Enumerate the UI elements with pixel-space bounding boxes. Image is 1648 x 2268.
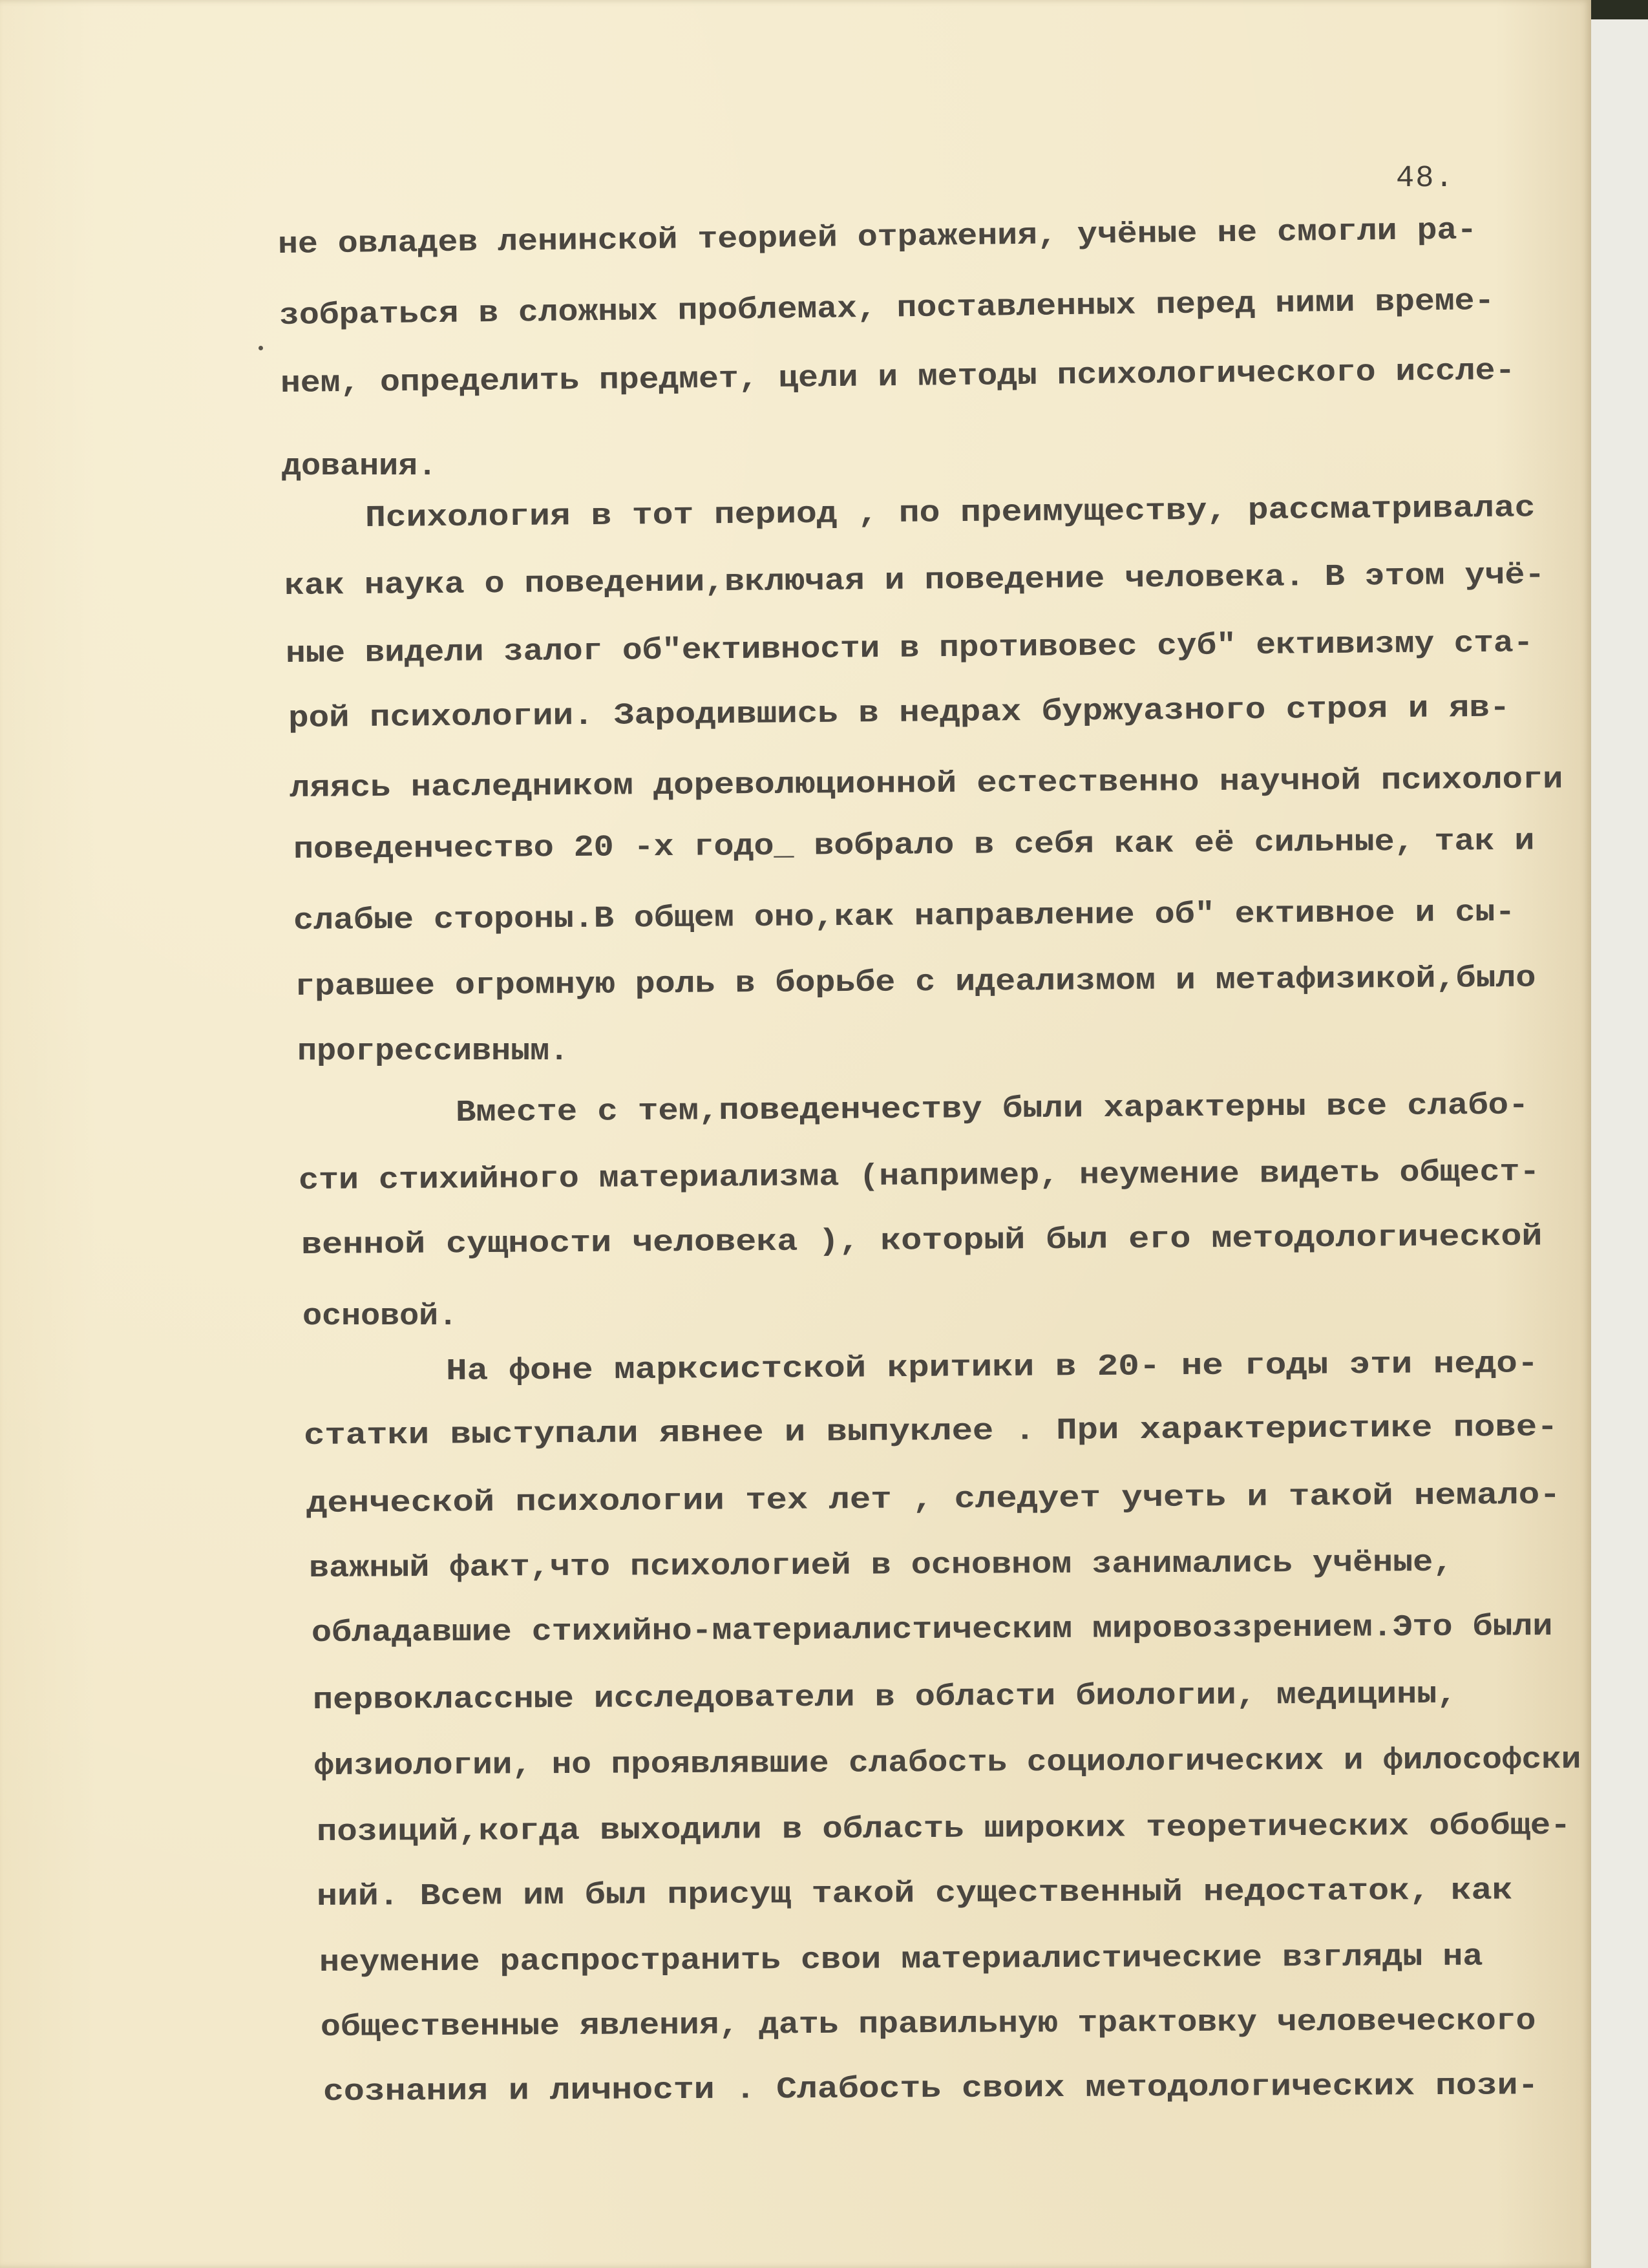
text-line: ний. Всем им был присущ такой существенный недостаток, как [316,1874,1513,1914]
text-line: Вместе с тем,поведенчеству были характерны все слабо- [455,1088,1529,1130]
text-line: первоклассные исследователи в области биологии, медицины, [312,1677,1457,1718]
text-line: сти стихийного материализма (например, неумение видеть общест- [298,1155,1540,1198]
text-line: зобраться в сложных проблемах, поставленных перед ними време- [279,284,1495,334]
page-number: 48. [1396,162,1455,196]
text-line: денческой психологии тех лет , следует учеть и такой немало- [306,1478,1561,1521]
text-line: статки выступали явнее и выпуклее . При характеристике пове- [303,1410,1558,1454]
text-line: прогрессивным. [297,1035,569,1069]
text-line: ные видели залог об"ективности в противовес суб" ективизму ста- [285,626,1534,672]
text-line: поведенчество 20 -х годо_ вобрало в себя как её сильные, так и [293,824,1535,867]
scanner-edge [1587,0,1648,19]
margin-mark [259,346,263,350]
text-line: На фоне марксистской критики в 20- не годы эти недо- [445,1347,1539,1389]
text-line: ляясь наследником дореволюционной естественно научной психологи [289,763,1563,806]
text-line: позиций,когда выходили в область широких теоретических обобще- [316,1808,1571,1850]
text-line: общественные явления, дать правильную трактовку человеческого [320,2004,1536,2045]
text-line: неумение распространить свои материалистические взгляды на [319,1940,1483,1980]
text-line: нем, определить предмет, цели и методы психологического иссле- [280,354,1516,401]
text-line: слабые стороны.В общем оно,как направление об" ективное и сы- [293,895,1516,938]
text-line: основой. [302,1300,458,1334]
text-line: венной сущности человека ), который был его методологической [301,1220,1543,1263]
text-line: как наука о поведении,включая и поведение человека. В этом учё- [284,558,1545,604]
text-line: физиологии, но проявлявшие слабость социологических и философски [313,1743,1581,1784]
text-line: рой психологии. Зародившись в недрах буржуазного строя и яв- [288,691,1510,736]
text-line: сознания и личности . Слабость своих методологических пози- [322,2069,1539,2110]
text-line: гравшее огромную роль в борьбе с идеализмом и метафизикой,было [294,961,1536,1004]
scanner-background [1587,0,1648,2268]
text-line: обладавшие стихийно-материалистическим мировоззрением.Это были [311,1609,1553,1651]
text-line: важный факт,что психологией в основном занимались учёные, [308,1545,1453,1586]
text-line: Психология в тот период , по преимуществу, рассматривалас [364,491,1536,536]
text-line: дования. [282,450,438,484]
text-line: не овладев ленинской теорией отражения, учёные не смогли ра- [277,213,1477,262]
